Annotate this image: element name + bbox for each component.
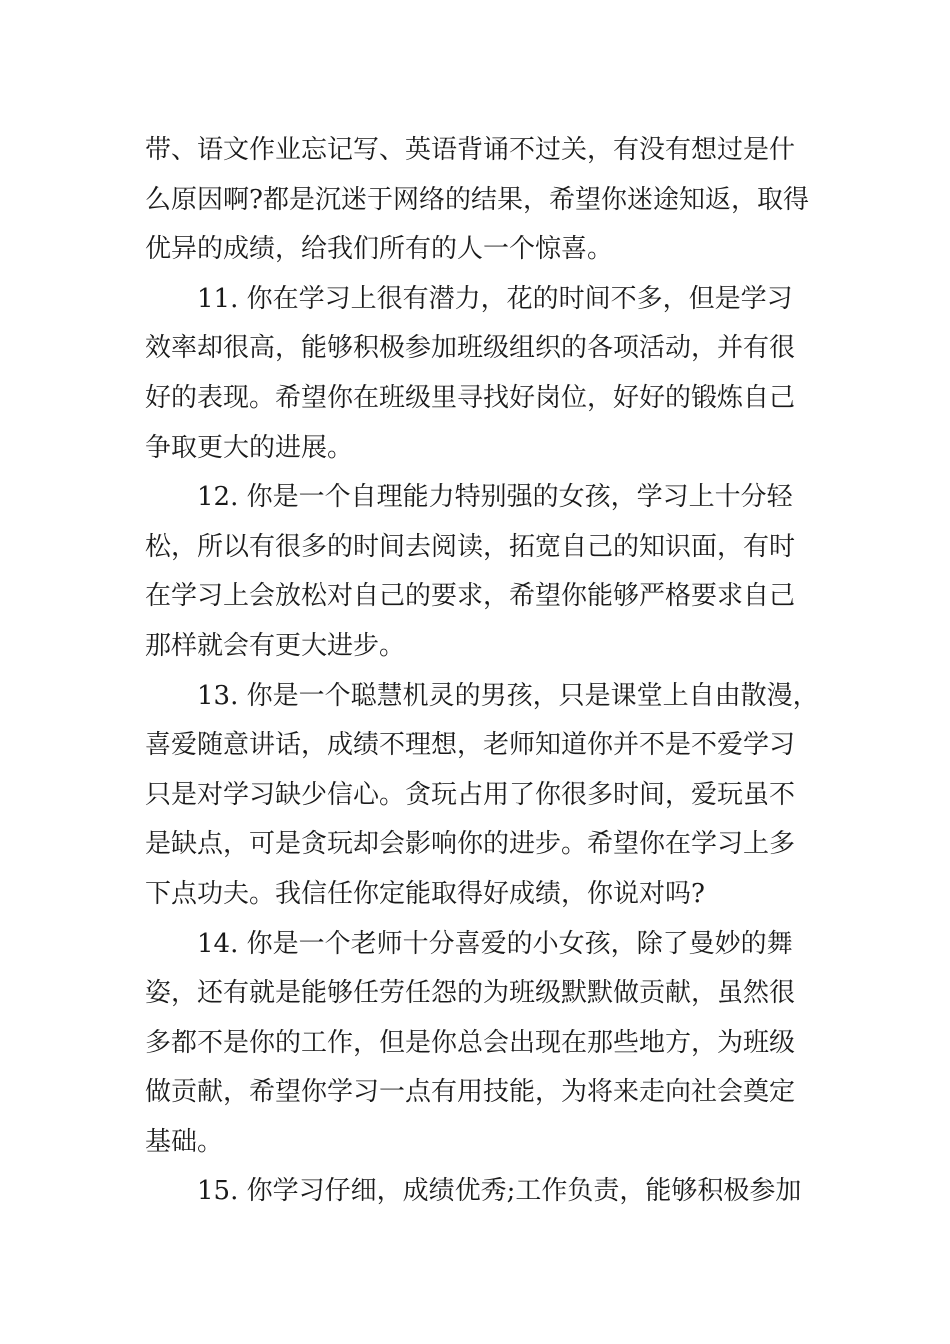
text-line: 效率却很高，能够积极参加班级组织的各项活动，并有很 (145, 333, 796, 364)
text-line: 松，所以有很多的时间去阅读，拓宽自己的知识面，有时 (145, 531, 796, 562)
paragraph-15 (145, 1167, 817, 1217)
text-line: 那样就会有更大进步。 (145, 630, 406, 661)
text-line: 15. 你学习仔细，成绩优秀;工作负责，能够积极参加 (197, 1176, 802, 1207)
text-line: 14. 你是一个老师十分喜爱的小女孩，除了曼妙的舞 (197, 928, 793, 959)
document-body (145, 126, 817, 1217)
text-line: 11. 你在学习上很有潜力，花的时间不多，但是学习 (197, 283, 793, 314)
text-line: 带、语文作业忘记写、英语背诵不过关，有没有想过是什 (145, 135, 796, 165)
text-line: 姿，还有就是能够任劳任怨的为班级默默做贡献，虽然很 (145, 978, 796, 1009)
text-line: 优异的成绩，给我们所有的人一个惊喜。 (145, 234, 614, 265)
paragraph-continuation (145, 126, 817, 275)
text-line: 做贡献，希望你学习一点有用技能，为将来走向社会奠定 (145, 1077, 796, 1108)
text-line: 13. 你是一个聪慧机灵的男孩，只是课堂上自由散漫， (197, 680, 819, 711)
text-line: 只是对学习缺少信心。贪玩占用了你很多时间，爱玩虽不 (145, 779, 796, 810)
text-line: 好的表现。希望你在班级里寻找好岗位，好好的锻炼自己 (145, 382, 796, 413)
text-line: 争取更大的进展。 (145, 432, 354, 463)
paragraph-13 (145, 672, 817, 920)
text-line: 下点功夫。我信任你定能取得好成绩，你说对吗? (145, 878, 705, 909)
text-line: 是缺点，可是贪玩却会影响你的进步。希望你在学习上多 (145, 829, 796, 860)
paragraph-12 (145, 473, 817, 671)
text-line: 在学习上会放松对自己的要求，希望你能够严格要求自己 (145, 581, 796, 612)
text-line: 基础。 (145, 1126, 224, 1157)
text-line: 12. 你是一个自理能力特别强的女孩，学习上十分轻 (197, 482, 793, 513)
text-line: 多都不是你的工作，但是你总会出现在那些地方，为班级 (145, 1027, 796, 1058)
paragraph-11 (145, 275, 817, 473)
paragraph-14 (145, 920, 817, 1168)
text-line: 喜爱随意讲话，成绩不理想，老师知道你并不是不爱学习 (145, 730, 796, 761)
text-line: 么原因啊?都是沉迷于网络的结果，希望你迷途知返，取得 (145, 184, 809, 215)
